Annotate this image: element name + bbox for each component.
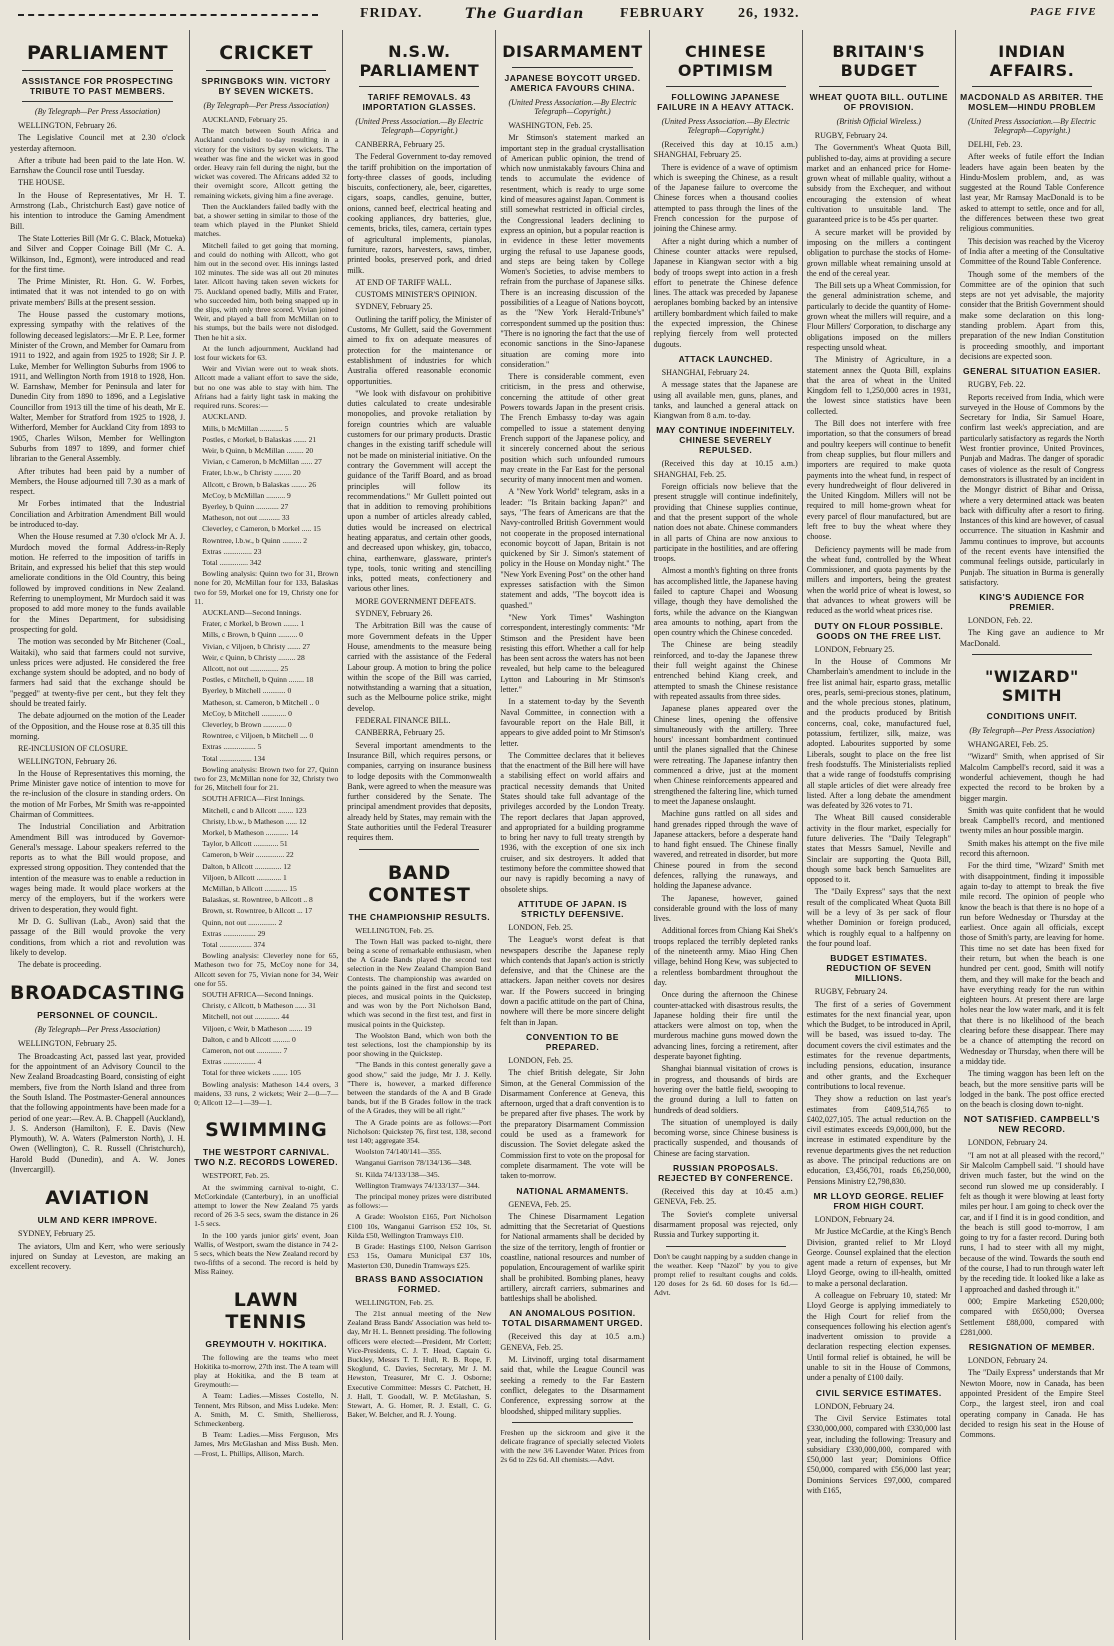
headline-indian-affairs: INDIAN AFFAIRS.	[989, 42, 1075, 80]
paragraph: CANBERRA, February 25.	[355, 140, 445, 149]
paragraph: The Government's Wheat Quota Bill, published to-day, aims at providing a secure market and an enhanced price for Home-grown wheat of millable quality, without a subsidy from the Exchequer, and without encouraging the extension of wheat cultivation to unsuitable land. The guaranteed price is to be 45s per quarter.	[806, 143, 951, 225]
byline: (By Telegraph—Per Press Association)	[34, 1025, 161, 1035]
masthead-page: PAGE FIVE	[1030, 6, 1097, 18]
paragraph: Dalton, b Allcott .............. 12	[202, 861, 291, 871]
paragraph: The debate is proceeding.	[18, 960, 102, 970]
paragraph: Brown, st. Rowntree, b Allcott ... 17	[202, 906, 313, 916]
article-body	[807, 1402, 951, 1497]
paragraph: DELHI, Feb. 23.	[967, 140, 1023, 149]
subhead: SPRINGBOKS WIN. VICTORY BY SEVEN WICKETS.	[201, 76, 331, 96]
paragraph: B Grade: Hastings £100, Nelson Garrison £53 15s, Oamaru Municipal £37 10s, Masterton £30, Dunedin Tramways £25.	[347, 1242, 492, 1270]
paragraph: The A Grade points are as follows:—Port Nicholson: Quickstep 76, first test, 138, second test 140; aggregate 354.	[347, 1117, 492, 1146]
paragraph: AT END OF TARIFF WALL.	[355, 277, 452, 287]
subhead: TARIFF REMOVALS. 43 IMPORTATION GLASSES.	[362, 92, 477, 112]
paragraph: M. Litvinoff, urging total disarmament said that, while the League Council was seeking a remedy to the Far Eastern conflict, delegates to the Disarmament Conference, expressing sorrow at the bloodshed, shipped military supplies.	[500, 1355, 645, 1416]
advertisement: Don't be caught napping by a sudden change in the weather. Keep "Nazol" by you to give prompt relief to resultant coughs and colds. 120 doses for 2s 6d. 60 doses for 1s 6d.—Advt.	[653, 1251, 798, 1298]
paragraph: Christy, l.b.w., b Matheson ...... 12	[202, 816, 307, 826]
byline: (United Press Association.—By Electric Telegraph—Copyright.)	[355, 117, 484, 135]
paragraph: WASHINGTON, Feb. 25.	[508, 121, 593, 130]
article-body	[960, 740, 1104, 1110]
paragraph: Reports received from India, which were surveyed in the House of Commons by the Secretary for India, Sir Samuel Hoare, confirm last week's appreciation, and are particularly satisfactory as regards the North West frontier province, United Provinces, Punjab and Madras. The danger of sporadic cases of violence as the result of Congress demonstrators is illustrated by an incident in the Mongyr district of Bihar and Orissa, where a very determined attack was beaten back with difficulty after a resort to firing. Instances of this kind are however, of casual occurrence. The situation in Kashmir and Jammu continues to improve, but accounts of the recent events have intensified the communal feelings outside, particularly in Punjab. The situation in Burma is generally satisfactory.	[959, 392, 1105, 587]
paragraph: Foreign officials now believe that the present struggle will continue indefinitely, providing that Chinese supplies continue, and that the present support of the whole nation does not abate. Chinese commanders in all parts of China are now anxious to participate in the hostilities, and are offering troops.	[653, 482, 798, 564]
subhead: NOT SATISFIED. CAMPBELL'S NEW RECORD.	[963, 1114, 1101, 1135]
paragraph: Japanese planes appeared over the Chinese lines, opening the offensive simultaneously with the artillery. Three hours' incessant bombardment continued until the planes signalled that the Chinese were retreating. The Japanese infantry then commenced a drive, just at the moment when Chinese reinforcements appeared and strengthened the faltering line, which turned to meet the Japanese onslaught.	[653, 704, 798, 806]
divider	[512, 1422, 632, 1423]
paragraph: Mills, c Brown, b Quinn .......... 0	[202, 630, 303, 640]
paragraph: RUGBY, February 24.	[814, 987, 888, 997]
paragraph: Bowling analysis: Quinn two for 31, Brown none for 20, McMillan four for 133, Balaskas two for 59, Morkel one for 19, Christy one for 11.	[194, 569, 339, 606]
paragraph: LONDON, February 24.	[967, 1138, 1048, 1148]
paragraph: WELLINGTON, Feb. 25.	[355, 925, 434, 935]
subhead: JAPANESE BOYCOTT URGED. AMERICA FAVOURS CHINA.	[504, 73, 641, 93]
paragraph: Deficiency payments will be made from the wheat fund, controlled by the Wheat Commissioner, and quota payments by the millers and importers, being the greatest when the world price of wheat is lowest, so that advances to wheat growers will be reduced as the world wheat prices rise.	[806, 544, 951, 616]
subhead: WHEAT QUOTA BILL. OUTLINE OF PROVISION.	[809, 92, 948, 112]
headline-aviation: AVIATION	[45, 1187, 150, 1210]
subhead: CONVENTION TO BE PREPARED.	[526, 1031, 619, 1052]
paragraph: RUGBY, February 24.	[814, 131, 888, 140]
paragraph: Viljoen, b Allcott ............. 1	[202, 872, 287, 882]
paragraph: The State Lotteries Bill (Mr G. C. Black, Motueka) and Silver and Copper Coinage Bill (Mr C. A. Wilkinson, Ind., Egmont), were introduced and read for the first time.	[10, 233, 186, 274]
paragraph: The "Daily Express" says that the next result of the complicated Wheat Quota Bill will be a levy of 3s per sack of flour whether Dominion or foreign produced, which is roughly equal to a halfpenny on the four pound loaf.	[806, 887, 951, 948]
paragraph: "New York Times" Washington correspondent, interestingly comments: "Mr Stimson and the President have been resisting this effort. Whether a call for help has been sent across the waters has not been revealed, but help came to the beleagured Lytton and Labouring in Mr Stimson's letter."	[500, 612, 645, 695]
paragraph: After tributes had been paid by a number of Members, the House adjourned till 7.30 as a mark of respect.	[10, 466, 186, 497]
paragraph: Postles, c Morkel, b Balaskas ....... 21	[202, 434, 317, 444]
paragraph: The League's worst defeat is that newspapers describe the Japanese reply which contends that Japan's action is strictly defensive, and that the Chinese are the attackers. Japan neither covets nor desires war. If the Powers succeed in bringing down a pacific attitude on the part of China, nowhere will there be more sincere delight felt than in Japan.	[500, 935, 645, 1027]
paragraph: Extras ................. 5	[202, 742, 262, 752]
paragraph: In the 100 yards junior girls' event, Joan Wallis, of Westport, swam the distance in 74 2-5 secs, which beats the New Zealand record by two-fifths of a second. The record is held by Miss Rainey.	[194, 1230, 339, 1277]
paragraph: The Woolston Band, which won both the test selections, lost the championship by its poor showing in the Quickstep.	[347, 1030, 492, 1059]
paragraph: (Received this day at 10.5 a.m.) GENEVA, Feb. 25.	[500, 1332, 645, 1352]
paragraph: Total ................. 134	[202, 753, 266, 763]
column-indian-affairs	[956, 30, 1108, 1640]
article-body	[347, 1298, 491, 1420]
masthead-date: 26, 1932.	[738, 6, 800, 21]
paragraph: Weir, c Quinn, b Christy ......... 28	[202, 652, 305, 662]
paragraph: Taylor, b Allcott ............. 51	[202, 839, 288, 849]
paragraph: CUSTOMS MINISTER'S OPINION.	[355, 290, 477, 300]
paragraph: After a night during which a number of Chinese counter attacks were repulsed, Japanese in Kiangwan sector with a big body of troops swept into action in a fresh effort to penetrate the Chinese defence lines. The attack was preceded by Japanese aeroplanes bombing backed by an intensive artillery bombardment which failed to make the expected impression, the Chinese replying fiercely from well protected dugouts.	[653, 236, 798, 349]
paragraph: Wanganui Garrison 78/134/136—348.	[355, 1158, 472, 1168]
paragraph: Weir and Vivian were out to weak shots. Allcott made a valiant effort to save the side, but no one was able to stay with him. The Afrians had a fairly light task in making the required runs. Scores:—	[194, 364, 339, 411]
article-body	[654, 140, 798, 350]
paragraph: Vivian, c Cameron, b McMillan ...... 27	[202, 457, 322, 467]
byline: (United Press Association.—By Electric Telegraph—Copyright.)	[967, 117, 1096, 135]
subhead: FOLLOWING JAPANESE FAILURE IN A HEAVY ATTACK.	[657, 92, 795, 112]
subhead: ULM AND KERR IMPROVE.	[37, 1215, 158, 1226]
paragraph: Mr Forbes intimated that the Industrial Conciliation and Arbitration Amendment Bill would be introduced to-day.	[10, 499, 186, 529]
paragraph: LONDON, February 24.	[814, 1214, 895, 1224]
column-nsw-parliament	[343, 30, 496, 1640]
article-body	[347, 140, 491, 844]
paragraph: Morkel, b Matheson ............ 14	[202, 828, 299, 838]
paragraph: Several important amendments to the Insurance Bill, which requires persons, or companies, carrying on insurance business to lodge deposits with the Commonwealth Bank, were agreed to when the measure was further considered by the Senate. The principal amendment provides that deposits, already held by States, may remain with the State authorities until the Federal Treasurer requires them.	[347, 740, 492, 843]
paragraph: In the House of Representatives this morning, the Prime Minister gave notice of intention to move for the re-inclusion of the closure in standing orders. On the motion of Mr Forbes, Mr Smith was re-appointed Chairman of Committees.	[10, 768, 186, 819]
paragraph: At the lunch adjournment, Auckland had lost four wickets for 63.	[194, 343, 339, 363]
column-britains-budget	[803, 30, 956, 1640]
subhead: MACDONALD AS ARBITER. THE MOSLEM—HINDU PROBLEM	[960, 92, 1104, 112]
headline-britains-budget: BRITAIN'S BUDGET	[832, 42, 926, 80]
byline: (United Press Association.—By Electric Telegraph—Copyright.)	[661, 117, 790, 135]
paragraph: The aviators, Ulm and Kerr, who were seriously injured on Sunday at Leveston, are making an excellent recovery.	[10, 1241, 186, 1272]
paragraph: The 21st annual meeting of the New Zealand Brass Bands' Association was held to-day, Mr H. L. Bennett presiding. The following officers were elected:—President, Mr Corlett; Vice-Presidents, C. J. T. Head, Captain G. Buckley, Messrs T. T. Hull, R. B. Rope, F. Skoglund, C. Davies, Secretary, Mr J. M. Hewston, Treasurer, Mr C. J. Osborne; Executive Committee: Messrs C. Patchett, H. J. Hall, T. Goodall, W. P. McGlashan, S. Stewart, A. G. Homer, R. J. Estall, C. G. Baker, W. Belcher, and R. J. Young.	[347, 1308, 492, 1420]
paragraph: SYDNEY, February 25.	[355, 302, 433, 312]
article-body	[500, 1056, 644, 1182]
paragraph: McCoy, b McMillan .......... 9	[202, 490, 291, 500]
byline: (By Telegraph—Per Press Association)	[969, 726, 1095, 736]
paragraph: Outlining the tariff policy, the Minister of Customs, Mr Gullett, said the Government aimed to fix on adequate measures of protection for the maintenance or establishment of industries for which Australia offered reasonable economic opportunities.	[347, 314, 492, 386]
paragraph: Postles, c Mitchell, b Quinn ........ 18	[202, 675, 314, 685]
headline-chinese-optimism: CHINESE OPTIMISM	[677, 42, 774, 80]
paragraph: Extras ................. 29	[202, 928, 266, 938]
paragraph: Bowling analysis: Brown two for 27, Quinn two for 23, McMillan none for 32, Christy two for 26, Mitchell four for 21.	[194, 764, 339, 793]
paragraph: Bowling analysis: Matheson 14.4 overs, 3 maidens, 33 runs, 2 wickets; Weir 2—0—7—0; Allcott 12—1—39—1.	[194, 1079, 339, 1108]
subhead: MR LLOYD GEORGE. RELIEF FROM HIGH COURT.	[813, 1190, 945, 1211]
paragraph: The Industrial Conciliation and Arbitration Amendment Bill was introduced by Governor-General's message. Labour speakers referred to the reports as to what the Bill would propose, and expressed strong opposition. They contended that the intention of the measure was to enable a reduction in wages being made. It would place workers at the mercy of the employers, but if the workers were driven to desperation, they would fight.	[10, 822, 186, 914]
paragraph: After a tribute had been paid to the late Hon. W. Earnshaw the Council rose until Tuesday.	[10, 155, 186, 176]
paragraph: The Chinese Disarmament Legation admitting that the Secretariat of Questions for National armaments shall be decided by the size of the territory, length of frontier or coastline, national resources and number of population, Encouragement of warlike spirit shall be prohibited. Bombing planes, heavy artillery, aircraft carriers, submarines and battleships shall be abolished.	[500, 1211, 645, 1304]
paragraph: SHANGHAI, February 24.	[661, 367, 750, 377]
paragraph: A Team: Ladies.—Misses Costello, N. Tennent, Mrs Ribson, and Miss Ludeke. Men: A. Smith, M. C. Smith, Shellieross, Schmeckenberg.	[194, 1391, 339, 1428]
paragraph: Cameron, not out ............. 7	[202, 1046, 288, 1056]
paragraph: The Civil Service Estimates total £330,000,000, compared with £330,000 last year, including the following: Treasury and subsidiary £330,000,000, compared with £50,000 last year; Dominions Office £50,000, compared with £56,000 last year; Dominions Services £97,000, compared with £165,	[806, 1413, 951, 1496]
paragraph: The King gave an audience to Mr MacDonald.	[959, 628, 1105, 648]
article-body	[807, 1215, 951, 1384]
paragraph: Bowling analysis: Cleverley none for 65, Matheson two for 75, McCoy none for 34, Allcott seven for 75, Vivian none for 34, Weir one for 55.	[194, 951, 339, 988]
paragraph: Matheson, not out ........... 33	[202, 513, 290, 523]
paragraph: Dalton, c and b Allcott ......... 0	[202, 1034, 296, 1044]
paragraph: Then the Aucklanders failed badly with the bat, a shower setting in similar to those of the team which played in the Plunket Shield matches.	[194, 201, 339, 239]
column-cricket	[190, 30, 343, 1640]
paragraph: They show a reduction on last year's estimates from £409,514,765 to £402,027,105. The actual reduction on the civil estimates exceeds £9,000,000, but the increase in estimated expenditure by the revenue departments gives the net reduction as above. The principal reductions are on education, £3,456,701, roads £6,250,000, Pensions Ministry £2,798,830.	[806, 1094, 951, 1186]
paragraph: LONDON, Feb. 22.	[967, 616, 1033, 626]
divider	[206, 70, 326, 71]
paragraph: The House passed the customary motions, expressing sympathy with the relatives of the following deceased legislators:—Mr E. P. Lee, former Minister of the Crown, and Member for Oamaru from 1911 to 1922, and again from 1925 to 1928; Sir J. P. Luke, Member for Wellington Suburbs from 1906 to 1911, and Wellington North from 1918 to 1928, Hon. W. Earnshaw, Member for Peninsula and later for Dunedin City from 1890 to 1896, and a Legislative Councillor from 1913 till the time of his death, Mr E. Walter, Member for Stratford from 1925 to 1928, J. Witherford, Member for Auckland City from 1893 to 1905, Charles Wilson, Member for Wellington Suburbs from 1897 to 1899, and former chief librarian to the General Assembly.	[10, 310, 186, 464]
paragraph: In the House of Commons Mr Chamberlain's amendment to include in the free list animal hair, esparto grass, metallic ores, pearls, semi-precious stones, platinum, and the whole precious stones, platinum, and the products produced by British concerns, coal, coke, manufactured fuel, potassium, fertilizer, silk, maize, was adopted. Labourites supported by some Liberals, sought to place on the free list fresh foodstuffs. The Ministerialists replied that a wide range of foodstuffs comprising all staple articles of diet were already free listed. After a long debate the amendment was defeated by 326 votes to 71.	[806, 656, 951, 811]
article-body	[960, 1138, 1104, 1294]
paragraph: For the third time, "Wizard" Smith met with disappointment, finding it impossible again to-day to attempt to break the five mile record. The opinion of people who know the beach is that there is no hope of a run before Wednesday or Thursday at the earliest. Once again all officials, except those of Smith's party, are leaving for home. This time no set date has been fixed for their return, but when the beach is one hundred per cent. good, Smith will notify them, and they will make for the beach and have everything ready for the run within eighteen hours. At present there are large holes near the low water mark, and it is felt that there is no likelihood of the beach clearing before these disappear. There may be a chance of attempting the record on Wednesday or Thursday, when there will be a midday tide.	[959, 861, 1105, 1066]
paragraph: (Received this day at 10.15 a.m.) SHANGHAI, February 25.	[653, 140, 798, 160]
subhead: ASSISTANCE FOR PROSPECTING TRIBUTE TO PAST MEMBERS.	[21, 76, 174, 96]
paragraph: There is evidence of a wave of optimism which is sweeping the Chinese, as a result of the Japanese failure to overcome the Chinese forces when a thousand coolies attempted to pass through the lines of the French concession for the purpose of joining the Chinese army.	[653, 162, 798, 234]
paragraph: Matheson, st. Cameron, b Mitchell .. 0	[202, 697, 320, 707]
paragraph: After weeks of futile effort the Indian leaders have again been beaten by the Hindu-Moslem problem, and, as was suggested at the Round Table Conference last year, Mr Ramsay MacDonald is to be asked to attempt to settle, once and for all, the differences between these two great religious communities.	[959, 152, 1105, 234]
paragraph: The Bill sets up a Wheat Commission, for the general administration scheme, and particularly to decide the quantity of Home-grown wheat the millers will require, and a Flour Millers' Corporation, to discharge any obligations imposed on the millers respecting unsold wheat.	[806, 281, 951, 352]
paragraph: WELLINGTON, February 26.	[18, 756, 117, 766]
article-body	[960, 1356, 1104, 1440]
paragraph: The Town Hall was packed to-night, there being a scene of remarkable enthusiasm, when the A Grade Bands played the second test selection in the New Zealand Champion Band Contests. The championship was awarded on the points gained in the first and second test pieces, and musical points in the Quickstep, and was won by the Port Nicholson Band, which was second in the first test, and first in musical points in the Quickstep.	[347, 936, 492, 1029]
paragraph: The Soviet's complete universal disarmament proposal was rejected, only Russia and Turkey supporting it.	[653, 1209, 798, 1240]
subhead: RUSSIAN PROPOSALS. REJECTED BY CONFERENCE.	[658, 1163, 794, 1184]
paragraph: The match between South Africa and Auckland concluded to-day resulting in a victory for the visitors by seven wickets. The weather was fine and the wicket was in good order. Heavy rain fell during the night, but the wicket was covered. The Africans added 32 to their overnight score, Allcott getting the remaining wickets, giving him a fine average.	[194, 126, 339, 200]
paragraph: Mr D. G. Sullivan (Lab., Avon) said that the passage of the Bill would provoke the very conditions, from which a riot and revolution was likely to develop.	[10, 916, 186, 957]
subhead: NATIONAL ARMAMENTS.	[516, 1185, 629, 1196]
paragraph: FEDERAL FINANCE BILL.	[355, 716, 451, 726]
paragraph: LONDON, February 24.	[814, 1401, 895, 1411]
paragraph: The motion was seconded by Mr Bitchener (Coal., Waitaki), who said that farmers could not survive, unless prices were adjusted. He considered the free exchange system should be adopted, and no body of farmers had said that the exchange should be "pegged" at twenty-five per cent., but they felt they should be treated fairly.	[10, 637, 186, 709]
paragraph: Rowntree, l.b.w., b Quinn .......... 2	[202, 535, 308, 545]
masthead-rule	[18, 14, 318, 16]
paragraph: WELLINGTON, February 26.	[18, 121, 117, 130]
paragraph: 000; Empire Marketing £520,000; compared with £650,000; Oversea Settlement £88,000, compared with £281,000.	[959, 1296, 1105, 1337]
paragraph: The debate adjourned on the motion of the Leader of the Opposition, and the House rose at 8.35 till this morning.	[10, 711, 186, 741]
paragraph: MORE GOVERNMENT DEFEATS.	[355, 596, 476, 606]
paragraph: The situation of unemployed is daily becoming worse, since Chinese business is practically suspended, and thousands of Chinese are facing starvation.	[653, 1117, 798, 1158]
paragraph: The Federal Government to-day removed the tariff prohibition on the importation of forty-three classes of goods, including biscuits, confectionery, ale, beer, cigarettes, cigars, soaps, candles, genuine, butter, onions, canned beef, electrical heating and cooking appliances, dry batteries, glue, cements, bricks, tiles, camera, certain types of agricultural implements, pianolas, furniture, razors, harvesters, saws, timber, printed books, preserved pork, and dried milk.	[347, 152, 492, 275]
paragraph: Byerley, b Quinn ............ 27	[202, 501, 289, 511]
paragraph: SYDNEY, February 26.	[355, 609, 433, 619]
column-chinese-optimism	[650, 30, 803, 1640]
paragraph: AUCKLAND—Second Innings.	[202, 607, 302, 617]
subhead: CIVIL SERVICE ESTIMATES.	[815, 1387, 942, 1398]
paragraph: AUCKLAND, February 25.	[202, 115, 288, 124]
paragraph: Additional forces from Chiang Kai Shek's troops replaced the terribly depleted ranks of the nineteenth army. Miao Hing Chen village, behind Hong Kew, was subjected to a relentless bombardment throughout the day.	[653, 926, 798, 987]
article-body	[654, 1187, 798, 1240]
paragraph: Shanghai biannual visitation of crows is in progress, and thousands of birds are hovering over the battle field, swooping to the ground during a lull to fatten on hundreds of dead soldiers.	[653, 1064, 798, 1115]
divider	[666, 86, 786, 87]
headline-disarmament: DISARMAMENT	[502, 42, 643, 61]
paragraph: AUCKLAND.	[202, 412, 247, 422]
paragraph: Allcott, c Brown, b Balaskas ........ 26	[202, 479, 316, 489]
divider	[666, 1246, 786, 1247]
byline: (British Official Wireless.)	[836, 117, 921, 126]
paragraph: "I am not at all pleased with the record," Sir Malcolm Campbell said. "I should have driven much faster, but the wind on the second run slowed me up considerably. I felt as though it were blowing at least forty miles per hour. I am going to check over the car, and if I find it is in good condition, and the beach is still good to-morrow, I am going to try for a faster record. During both runs, I had to steer with all my might, because of the wind. Towards the south end of the course, I had to run through water left by the receding tide. It looked like a lake as I approached and dashed through it."	[959, 1150, 1105, 1294]
divider	[22, 70, 173, 71]
article-body	[654, 459, 798, 1159]
paragraph: Cleverley, c Cameron, b Morkel ..... 15	[202, 524, 321, 534]
subhead: ATTITUDE OF JAPAN. IS STRICTLY DEFENSIVE.	[517, 898, 628, 919]
paragraph: Weir, b Quinn, b McMillan ......... 20	[202, 445, 314, 455]
paragraph: There is considerable comment, even criticism, in the press and otherwise, concerning the attitude of other great Powers towards Japan in the present crisis. The French Embassy to-day was again compelled to issue a statement denying French support of the Japanese policy, and it sincerely concerned about the serious position which such unfounded rumours may create in the Far East for the personal security of many innocent men and women.	[500, 372, 645, 485]
paragraph: LONDON, February 24.	[967, 1356, 1048, 1366]
byline: (By Telegraph—Per Press Association)	[34, 107, 161, 116]
paragraph: The following are the teams who meet Hokitika to-morrow, 27th inst. The A team will play at Hokitika, and the B team at Greymouth:—	[194, 1352, 339, 1390]
headline-nsw-parliament: N.S.W. PARLIAMENT	[359, 42, 480, 80]
masthead-month: FEBRUARY	[620, 6, 706, 21]
article-body	[807, 645, 951, 950]
paragraph: WESTPORT, Feb. 25.	[202, 1171, 270, 1181]
paragraph: GENEVA, Feb. 25.	[508, 1199, 571, 1209]
paragraph: SYDNEY, February 25.	[18, 1229, 96, 1239]
paragraph: Byerley, b Mitchell ............ 0	[202, 686, 292, 696]
paragraph: "We look with disfavour on prohibitive duties calculated to create undesirable monopolies, and provoke retaliation by foreign countries which are valuable customers for our primary products. Drastic changes in the existing tariff schedule will not be made on ministerial initiative. On the contrary the Government will accept the guidance of the Tariff Board, and as broad principles will follow its recommendations." Mr Gullett pointed out that in addition to removing prohibitions upon a number of articles already cabled, duties would be increased on electrical heating apparatus, and certain other goods, and decreased upon whiskey, gin, tobacco, china, earthenware, glassware, printer's type, tools, tonic writing and stencilling inks, potted meats, confectionery and various other lines.	[347, 388, 492, 594]
paragraph: Vivian, c Viljoen, b Christy ....... 27	[202, 641, 311, 651]
headline-lawn-tennis: LAWN TENNIS	[225, 1288, 307, 1333]
paragraph: THE HOUSE.	[18, 178, 65, 188]
paragraph: Machine guns rattled on all sides and hand grenades ripped through the wave of Japanese attackers, before a desperate hand to hand fight ensued. The Chinese finally wavered, and retreated in disorder, but more Chinese poured in from the second defences, rallying the runaways, and holding the Japanese advance.	[653, 809, 798, 891]
divider	[359, 849, 479, 850]
paragraph: Cameron, b Weir ............... 22	[202, 850, 294, 860]
subhead: BRASS BAND ASSOCIATION FORMED.	[355, 1273, 484, 1294]
subhead: THE WESTPORT CARNIVAL. TWO N.Z. RECORDS LOWERED.	[194, 1147, 339, 1168]
article-body	[960, 140, 1104, 362]
subhead: PERSONNEL OF COUNCIL.	[37, 1010, 158, 1021]
article-body	[960, 1297, 1104, 1338]
paragraph: In a statement to-day by the Seventh Naval Committee, in connection with a favourable report on the Hale Bill, it appears to give added point to Mr Stimson's letter.	[500, 697, 645, 748]
subhead: RESIGNATION OF MEMBER.	[968, 1342, 1095, 1353]
article-body	[347, 926, 491, 1270]
paragraph: RE-INCLUSION OF CLOSURE.	[18, 744, 128, 754]
paragraph: The Wheat Bill caused considerable activity in the flour market, especially for future deliveries. The "Daily Telegraph" states that Messrs Samuel, Neville and Sinclair are supporting the Quota Bill, though some back bench Samuelites are opposed to it.	[806, 813, 951, 885]
paragraph: LONDON, February 25.	[814, 644, 895, 654]
paragraph: McCoy, b Mitchell ............. 0	[202, 708, 292, 718]
paragraph: In the House of Representatives, Mr H. T. Armstrong (Lab., Christchurch East) gave notice of his intention to introduce the Gaming Amendment Bill.	[10, 190, 186, 231]
paragraph: The "Daily Express" understands that Mr Newton Moore, now in Canada, has been appointed President of the Empire Steel Corp., the largest steel, iron and coal operating company in Canada. He has decided to resign his seat in the House of Commons.	[959, 1368, 1105, 1440]
paragraph: Total for three wickets ........ 105	[202, 1068, 301, 1078]
paragraph: Mr Justice McCardie, at the King's Bench Division, granted relief to Mr Lloyd George. Counsel explained that the election agent made a return of expenses, but Mr Lloyd George, owing to ill-health, omitted to make a personal declaration.	[806, 1227, 951, 1288]
subhead: THE CHAMPIONSHIP RESULTS.	[348, 911, 491, 922]
article-body	[194, 1171, 338, 1276]
headline-swimming: SWIMMING	[205, 1119, 328, 1142]
paragraph: SOUTH AFRICA—Second Innings.	[202, 990, 314, 1000]
divider	[972, 654, 1092, 655]
subhead: AN ANOMALOUS POSITION. TOTAL DISARMAMENT URGED.	[502, 1308, 643, 1329]
divider	[359, 86, 479, 87]
article-body	[500, 121, 644, 895]
paragraph: Viljoen, c Weir, b Matheson ....... 19	[202, 1023, 312, 1033]
paragraph: The Bill does not interfere with free importation, so that the consumers of bread and poultry keepers will continue to benefit from cheap supplies, but flour millers and importers are required to make quota payments into the wheat fund, in respect of every hundredweight of flour delivered in the United Kingdom. Millers will not be required to mill home-grown wheat for every parcel of flour manufactured, but are left free to buy the wheat where they choose.	[806, 419, 951, 542]
paragraph: This decision was reached by the Viceroy of India after a meeting of the Consultative Committee of the Round Table Conference.	[959, 236, 1105, 267]
subhead: CONDITIONS UNFIT.	[986, 711, 1078, 722]
paragraph: Balaskas, st. Rowntree, b Allcott .. 8	[202, 895, 313, 905]
paragraph: The chief British delegate, Sir John Simon, at the General Commission of the Disarmament Conference at Geneva, this afternoon, urged that a draft convention is to be prepared after five phases. The work by the preparatory Disarmament Commission could be used as a framework for discussion. The Soviet delegate asked the Commission first to vote on the proposal for complete disarmament. The vote will be taken to-morrow.	[500, 1068, 645, 1181]
article-body	[960, 616, 1104, 649]
paragraph: Christy, c Allcott, b Matheson ...... 31	[202, 1001, 316, 1011]
divider	[819, 86, 939, 87]
paragraph: SOUTH AFRICA—First Innings.	[202, 794, 305, 804]
paragraph: At the swimming carnival to-night, C. McCorkindale (Canterbury), in an unofficial attempt to lower the New Zealand 75 yards record of 26 3-5 secs, swam the distance in 26 1-5 secs.	[194, 1182, 339, 1229]
paragraph: McMillan, b Allcott ............ 15	[202, 884, 297, 894]
paragraph: The Broadcasting Act, passed last year, provided for the appointment of an Advisory Council to the New Zealand Broadcasting Board, consisting of eight members, five from the North Island and three from the South Island. The Postmaster-General announces that the following appointments have been made for a period of one year:—Rev. A. B. Chappell (Auckland), J. S. Anderson (Hamilton), F. E. Davis (New Plymouth), W. A. Waters (Palmerston North), J. H. Owen (Wellington), C. R. Russell (Christchurch), Harold Budd (Dunedin), and A. W. Jones (Invercargill).	[10, 1051, 186, 1175]
divider	[972, 86, 1092, 87]
paragraph: (Received this day at 10.45 a.m.) GENEVA, Feb. 25.	[653, 1187, 798, 1207]
subhead: DUTY ON FLOUR POSSIBLE. GOODS ON THE FREE LIST.	[814, 620, 944, 641]
headline-band-contest: BAND CONTEST	[368, 861, 471, 906]
paragraph: Frater, c Morkel, b Brown ........ 1	[202, 619, 305, 629]
paragraph: Cleverley, b Brown ............ 0	[202, 719, 292, 729]
paragraph: B Team: Ladies.—Miss Ferguson, Mrs James, Mrs McGlashan and Miss Bush. Men.—Frost, L. Phillips, Allison, March.	[194, 1430, 339, 1458]
masthead	[0, 0, 1114, 30]
paragraph: Mr Stimson's statement marked an important step in the gradual crystallisation of American public opinion, the trend of which now unmistakably favours China and tends to accumulate the evidence of resentment, which is ready to urge some kind of measures against Japan. Comment is still somewhat restricted in official circles, the Congressional leaders declining to express an opinion, but a popular reaction is in evidence in these letter movements urging the refusal to use Japanese goods, and steps are being taken by College Women's Societies, to advise members to refrain from the purchase of Japanese silks. There is an increasing discussion of the possibilities of a League of Nations boycott, as the "New York Herald-Tribune's" correspondent summed up the position thus: "There is no ignoring the fact that the use of economic sanctions in the Sino-Japanese situation are coming more into consideration."	[500, 133, 645, 369]
article-body	[500, 923, 644, 1028]
paragraph: Mitchell, c and b Allcott ........ 123	[202, 805, 307, 815]
paragraph: Wellington Tramways 74/133/137—344.	[355, 1180, 480, 1190]
paragraph: Total ................. 374	[202, 940, 266, 950]
paragraph: The Ministry of Agriculture, in a statement annex the Quota Bill, explains that the area of wheat in the United Kingdom fell to 1,250,000 acres in 1931, the lowest since statistics have been collected.	[806, 355, 951, 416]
paragraph: Though some of the members of the Committee are of the opinion that such steps are not yet advisable, the majority consider that the British Government should make some declaration on this long-standing problem. Apart from this, preparation of the new Indian Constitution is proceeding smoothly, and important decisions are expected soon.	[959, 269, 1105, 361]
paragraph: Rowntree, c Viljoen, b Mitchell .... 0	[202, 731, 314, 741]
paragraph: (Received this day at 10.15 a.m.) SHANGHAI, Feb. 25.	[653, 459, 798, 479]
paragraph: A message states that the Japanese are using all available men, guns, planes, and tanks, and launched a general attack on Kiangwan from 8 a.m. to-day.	[653, 380, 798, 421]
paragraph: "The Bands in this contest generally gave a good show," said the judge, Mr J. J. Kelly. "There is, however, a marked difference between the standards of the A and B Grade bands, but if the B Grades follow in the track of the A Grades, they will be all right."	[347, 1060, 492, 1116]
byline: (United Press Association.—By Electric Telegraph—Copyright.)	[508, 98, 637, 116]
paragraph: The Japanese, however, gained considerable ground with the loss of many lives.	[653, 893, 798, 924]
subhead: BUDGET ESTIMATES. REDUCTION OF SEVEN MILLIONS.	[826, 953, 932, 984]
headline-parliament: PARLIAMENT	[26, 42, 169, 64]
paragraph: Frater, l.b.w., b Christy ......... 20	[202, 468, 301, 478]
article-body	[10, 1039, 185, 1175]
paragraph: The Prime Minister, Rt. Hon. G. W. Forbes, intimated that it was not intended to go on with private members' Bills at the present session.	[10, 277, 186, 307]
article-body	[500, 1332, 644, 1416]
paragraph: Once during the afternoon the Chinese counter-attacked with disastrous results, the Japanese holding their fire until the attackers were almost on top, when the murderous machine guns mowed down the advancing lines, forcing a retirement, after desperate bayonet fighting.	[653, 990, 798, 1062]
headline-wizard-smith: "WIZARD" SMITH	[985, 667, 1079, 706]
article-body	[500, 1200, 644, 1305]
article-body	[194, 115, 338, 1107]
subhead: GREYMOUTH V. HOKITIKA.	[205, 1338, 327, 1349]
headline-broadcasting: BROADCASTING	[10, 982, 186, 1005]
paragraph: Mitchell, not out ............. 44	[202, 1012, 289, 1022]
masthead-title: The Guardian	[465, 6, 585, 22]
column-disarmament	[496, 30, 649, 1640]
paragraph: "Wizard" Smith, when apprised of Sir Malcolm Campbell's record, said it was a wonderful achievement, though he had expected the record to be broken by a bigger margin.	[959, 752, 1105, 803]
article-body	[807, 131, 951, 617]
paragraph: Woolston 74/140/141—355.	[355, 1147, 442, 1157]
paragraph: Total ............... 342	[202, 557, 262, 567]
paragraph: Extras ................. 4	[202, 1057, 262, 1067]
paragraph: WELLINGTON, Feb. 25.	[355, 1297, 434, 1307]
article-body	[10, 1229, 185, 1272]
advertisement: Freshen up the sickroom and give it the delicate fragrance of specially selected Violets with the new 3/6 Lavender Water. Prices from 2s 6d to 22s 6d. All chemists.—Advt.	[500, 1427, 645, 1465]
paragraph: LONDON, Feb. 25.	[508, 1055, 573, 1065]
article-body	[10, 121, 185, 970]
paragraph: The timing waggon has been left on the beach, but the more sensitive parts will be lodged in the bank. The post office erected on the beach is closing down to-night.	[959, 1069, 1105, 1110]
paragraph: The Arbitration Bill was the cause of more Government defeats in the Upper House, amendments to the measure being carried with the assistance of the Federal Labour group. A motion to bring the police within the scope of the Bill was carried, notwithstanding a warning that a situation, such as the Melbourne police strike, might develop.	[347, 621, 492, 713]
paragraph: Mills, b McMillan ............ 5	[202, 423, 289, 433]
paragraph: Smith was quite confident that he would break Campbell's record, and mentioned twenty miles an hour possible margin.	[959, 805, 1105, 836]
paragraph: The first of a series of Government estimates for the next financial year, upon which the Budget, to be introduced in April, will be based, was issued to-day. The document covers the civil estimates and the estimates for the revenue departments, including pensions, education, insurance and other grants, and the Exchequer contributions to local revenue.	[806, 999, 951, 1091]
paragraph: A secure market will be provided by imposing on the millers a contingent obligation to purchase the stocks of Home-grown millable wheat remaining unsold at the end of the cereal year.	[806, 227, 951, 278]
paragraph: When the House resumed at 7.30 o'clock Mr A. J. Murdoch moved the formal Address-in-Reply motion. He referred to the imposition of tariffs in Britain, and expressed his belief that this step would ameliorate conditions in the Old Country, this being followed by improved conditions in New Zealand. Referring to unemployment, Mr Murdoch said it was proposed to add more money to the funds available for the Mines Department, for subsidising prospecting for gold.	[10, 532, 186, 634]
paragraph: The Chinese are being steadily reinforced, and to-day the Japanese threw their full weight against the Chinese entrenched behind Kiang creek, and attempted to smash the Chinese resistance with repeated assaults from three sides.	[653, 640, 798, 701]
article-body	[960, 380, 1104, 588]
byline: (By Telegraph—Per Press Association)	[203, 101, 329, 110]
paragraph: RUGBY, Feb. 22.	[967, 380, 1026, 390]
paragraph: Smith makes his attempt on the five mile record this afternoon.	[959, 838, 1105, 859]
paragraph: Allcott, not out ............... 25	[202, 663, 289, 673]
paragraph: A colleague on February 10, stated: Mr Lloyd George is applying immediately to the High Court for relief from the consequences following his election agent's inadvertent omission to provide a declaration respecting election expenses. Until formal relief is obtained, he will be unable to sit in the House of Commons, under a penalty of £100 daily.	[806, 1290, 951, 1383]
paragraph: The principal money prizes were distributed as follows:—	[347, 1192, 492, 1211]
paragraph: The Committee declares that it believes that the enactment of the Bill here will have a stabilising effect on world affairs and practical necessity demands that United States should take full advantage of the privileges accorded by the London Treaty. The report declares that Japan approved, and appropriated for a building programme to bring her navy to full treaty strength by 1936, with the exception of one six inch cruiser, and six destroyers. It added that testimony before the committee showed that our navy is rapidly becoming a navy of obsolete ships.	[500, 750, 645, 894]
masthead-day: FRIDAY.	[360, 6, 423, 21]
headline-cricket: CRICKET	[219, 42, 314, 64]
subhead: ATTACK LAUNCHED.	[678, 353, 773, 364]
divider	[22, 101, 173, 102]
subhead: KING'S AUDIENCE FOR PREMIER.	[979, 592, 1085, 613]
divider	[512, 67, 632, 68]
paragraph: LONDON, Feb. 25.	[508, 922, 573, 932]
subhead: GENERAL SITUATION EASIER.	[963, 366, 1101, 377]
paragraph: Almost a month's fighting on three fronts has accomplished little, the Japanese having failed to capture Chapei and Woosung village, though they have demolished the forts, while the advance on the Kiangwan area amounts to nothing, apart from the open country which the Chinese conceded.	[653, 566, 798, 638]
paragraph: A Grade: Woolston £165, Port Nicholson £100 10s, Wanganui Garrison £52 10s, St. Kilda £50, Wellington Tramways £10.	[347, 1212, 492, 1240]
paragraph: Mitchell failed to get going that morning, and could do nothing with Allcott, who got him out in the second over. His innings lasted 102 minutes. The side was all out 20 minutes later. Allcott having taken seven wickets for 75. Auckland opened badly, Mills and Frater, who succeeded him, both being snapped up in the slips, with only three scored. Vivian joined Weir, and played a ball from McMillan on to his stumps, but the bails were not dislodged. Then he hit a six.	[194, 240, 339, 342]
subhead: MAY CONTINUE INDEFINITELY. CHINESE SEVERELY REPULSED.	[656, 425, 796, 456]
paragraph: CANBERRA, February 25.	[355, 728, 445, 738]
article-body	[654, 368, 798, 421]
paragraph: Extras ............... 23	[202, 546, 262, 556]
paragraph: WELLINGTON, February 25.	[18, 1039, 117, 1049]
paragraph: A "New York World" telegram, asks in a leader: "Is Britain backing Japan?" and says, "The fears of Americans are that the Navy-controlled British Government would not cooperate in the proposed international economic boycott of Japan, Britain is not quickened by Sir J. Simon's statement of policy in the House on Monday night." The "New York Evening Post" on the other hand expresses satisfaction with the Simon statement and adds, "The boycott idea is quashed."	[500, 487, 645, 610]
paragraph: The Legislative Council met at 2.30 o'clock yesterday afternoon.	[10, 133, 186, 153]
article-body	[194, 1353, 338, 1458]
paragraph: Quinn, not out ............... 2	[202, 917, 283, 927]
column-parliament	[6, 30, 190, 1640]
paragraph: WHANGAREI, Feb. 25.	[967, 740, 1049, 750]
paragraph: St. Kilda 74/133/138—345.	[355, 1169, 440, 1179]
article-body	[807, 987, 951, 1187]
